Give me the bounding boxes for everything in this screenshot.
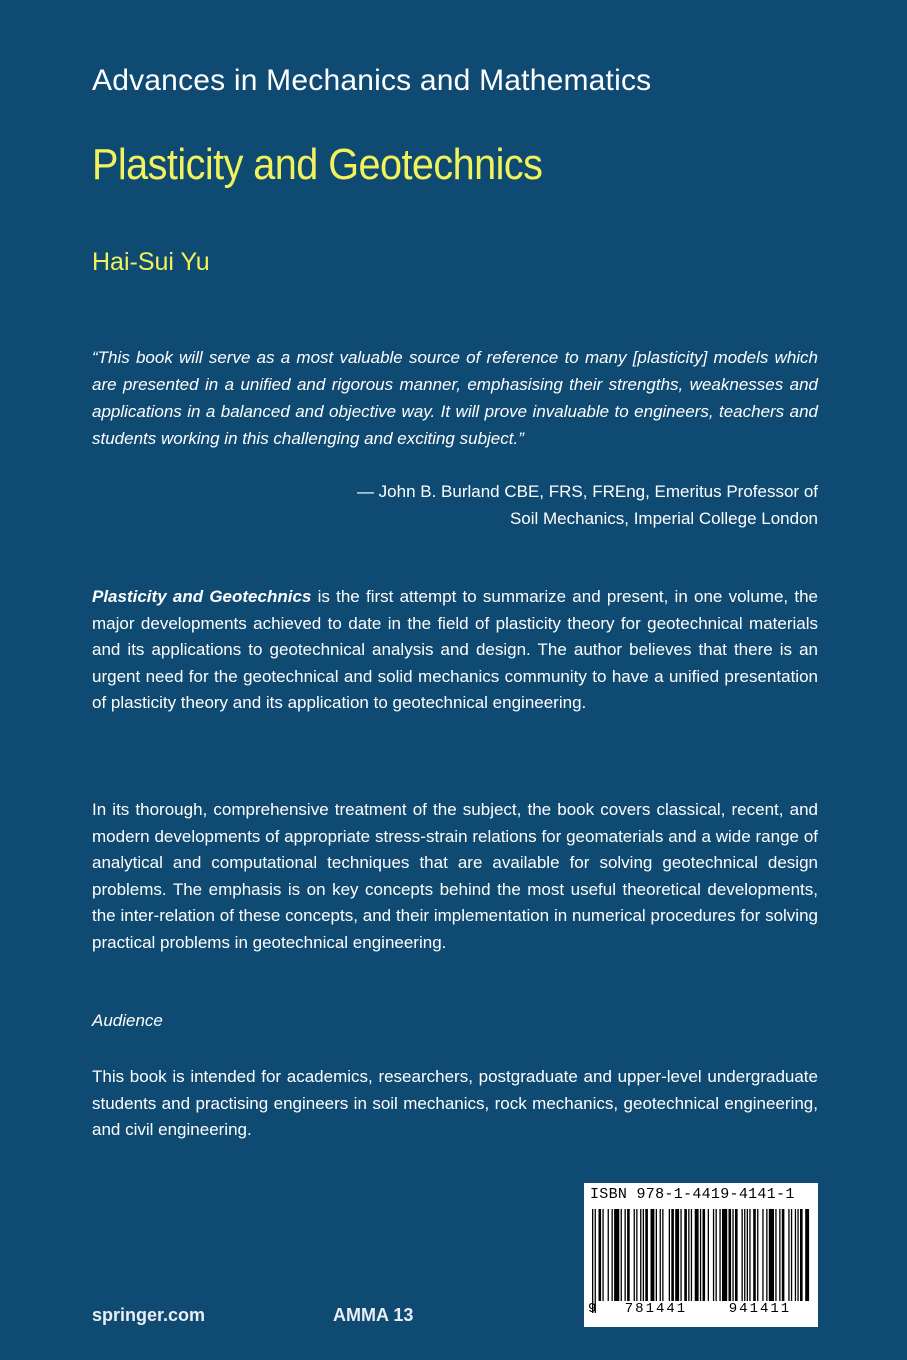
barcode-bar: [669, 1209, 670, 1301]
barcode-bar: [757, 1209, 758, 1301]
description-paragraph-1-text: is the first attempt to summarize and present, in one volume, the major developments achieved to date in the field of plasticity theory for geotechnical materials and its applications to geotechnical analysis and design. The author believes that there is an urgent need for the geotechnical and solid mechanics community to have a unified presentation of plasticity theory and its application to geotechnical engineering.: [92, 587, 818, 713]
attribution-line-2: Soil Mechanics, Imperial College London: [509, 509, 818, 528]
barcode-bar: [782, 1209, 785, 1301]
barcode-bar: [656, 1209, 657, 1301]
barcode-bar: [625, 1209, 626, 1301]
barcode-bar: [643, 1209, 644, 1301]
barcode-bar: [753, 1209, 756, 1301]
barcode-bar: [747, 1209, 748, 1301]
barcode-bar: [595, 1209, 596, 1313]
barcode-bar: [749, 1209, 750, 1301]
barcode-bar: [651, 1209, 655, 1301]
barcode-bar: [608, 1209, 609, 1301]
barcode-bar: [713, 1209, 714, 1301]
barcode-bar: [691, 1209, 692, 1301]
barcode-bar: [592, 1209, 593, 1313]
barcode-bar: [660, 1209, 661, 1301]
barcode-bar: [621, 1209, 622, 1301]
barcode-bar: [779, 1209, 780, 1301]
ean-right-group: 941411: [710, 1301, 810, 1317]
barcode-bar: [791, 1209, 792, 1301]
series-code: AMMA 13: [333, 1305, 414, 1325]
barcode-bar: [645, 1209, 648, 1301]
barcode-bar: [636, 1209, 637, 1301]
barcode-bar: [735, 1209, 738, 1301]
isbn-barcode: [584, 1183, 818, 1327]
author-name: Hai-Sui Yu: [92, 248, 210, 276]
barcode-bar: [762, 1209, 763, 1301]
barcode-bar: [612, 1209, 613, 1301]
barcode-bar: [775, 1209, 776, 1301]
ean-left-group: 781441: [606, 1301, 706, 1317]
quote-attribution: [92, 478, 818, 532]
barcode-bar: [788, 1209, 789, 1301]
barcode-bar: [700, 1209, 701, 1313]
barcode-bar: [671, 1209, 674, 1301]
description-paragraph-2: In its thorough, comprehensive treatment of the subject, the book covers classical, recent, and modern developments of appropriate stress-strain relations for geomaterials and a wide range of analytical and computational techniques that are available for solving geotechnical design problems. The emphasis is on key concepts behind the most useful theoretical developments, the inter-relation of these concepts, and their implementation in numerical procedures for solving practical problems in geotechnical engineering.: [92, 800, 818, 952]
barcode-bar: [742, 1209, 743, 1301]
barcode-bar: [766, 1209, 767, 1301]
ean-first-digit: 9: [588, 1301, 597, 1317]
barcode-bar: [640, 1209, 641, 1301]
barcode-bar: [722, 1209, 727, 1301]
isbn-text: ISBN 978-1-4419-4141-1: [590, 1186, 795, 1203]
barcode-bar: [627, 1209, 630, 1301]
barcode-bar: [634, 1209, 635, 1301]
barcode-bar: [795, 1209, 796, 1301]
barcode-bar: [599, 1209, 602, 1301]
audience-heading: Audience: [92, 1011, 163, 1030]
barcode-bar: [662, 1209, 663, 1301]
barcode-bar: [614, 1209, 619, 1301]
audience-paragraph: This book is intended for academics, researchers, postgraduate and upper-level undergraduate students and practising engineers in soil mechanics, rock mechanics, geotechnical engineering, and civil engineering.: [92, 1067, 818, 1140]
description-paragraph-1: [92, 584, 818, 717]
barcode-bar: [800, 1209, 803, 1301]
barcode-bar: [680, 1209, 681, 1301]
barcode-bar: [602, 1209, 603, 1301]
attribution-line-1: — John B. Burland CBE, FRS, FREng, Emeritus Professor of: [356, 482, 818, 501]
series-title: Advances in Mechanics and Mathematics: [92, 64, 652, 97]
book-title: Plasticity and Geotechnics: [92, 140, 543, 189]
barcode-bar: [769, 1209, 774, 1301]
barcode-bar: [719, 1209, 720, 1301]
barcode-bar: [708, 1209, 709, 1301]
barcode-bar: [797, 1209, 798, 1301]
ean-digits: [588, 1301, 814, 1317]
barcode-bar: [695, 1209, 699, 1301]
barcode-bar: [716, 1209, 717, 1301]
review-quote: “This book will serve as a most valuable source of reference to many [plasticity] models which are presented in a unified and rigorous manner, emphasising their strengths, weaknesses and applications in a balanced and objective way. It will prove invaluable to engineers, teachers and students working in this challenging and exciting subject.”: [92, 348, 818, 448]
publisher-url: springer.com: [92, 1305, 206, 1325]
barcode-bar: [744, 1209, 745, 1301]
barcode-bar: [684, 1209, 687, 1301]
barcode-bar: [703, 1209, 706, 1313]
barcode-bar: [732, 1209, 733, 1301]
barcode-bar: [805, 1209, 809, 1313]
barcode-bar: [675, 1209, 679, 1301]
barcode-bar: [729, 1209, 732, 1301]
description-emphasis: Plasticity and Geotechnics: [92, 587, 312, 606]
barcode-bar: [688, 1209, 689, 1301]
